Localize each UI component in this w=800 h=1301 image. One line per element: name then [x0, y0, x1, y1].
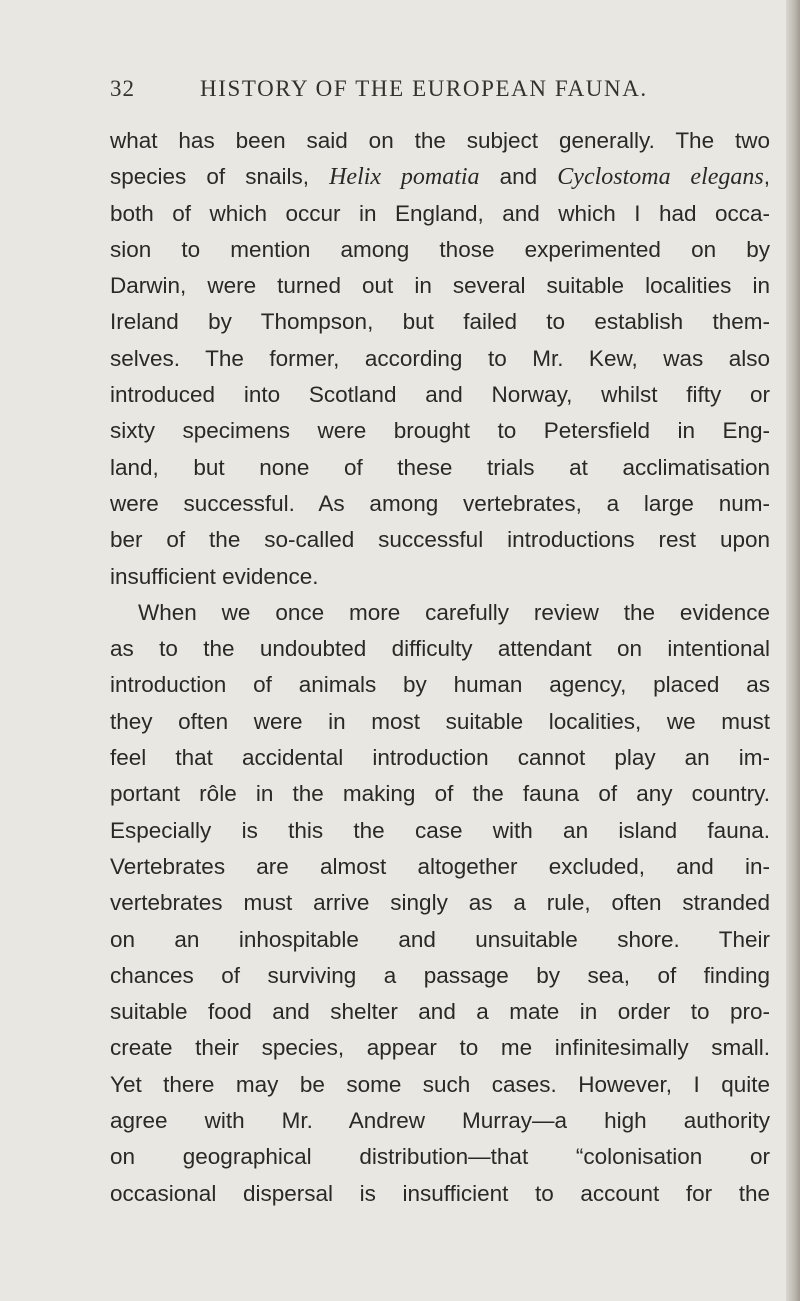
text-line: [110, 1030, 770, 1066]
text-line: [110, 885, 770, 921]
page-edge-shadow: [786, 0, 800, 1301]
text-run: on an inhospitable and unsuitable shore. Their: [110, 926, 770, 952]
text-run: what has been said on the subject generally. The two: [110, 128, 770, 153]
text-line: [110, 849, 770, 885]
text-line: [110, 1103, 770, 1139]
text-run: Especially is this the case with an island fauna.: [110, 817, 770, 843]
text-run: ,: [763, 164, 771, 190]
text-line: [110, 994, 770, 1030]
text-line: [110, 123, 770, 159]
text-run: land, but none of these trials at acclimatisation: [110, 454, 770, 480]
text-run: both of which occur in England, and which I had occa-: [110, 200, 770, 226]
species-name-italic: Helix pomatia: [329, 164, 480, 191]
text-line: [110, 595, 770, 631]
text-line: [110, 1067, 770, 1103]
text-run: Darwin, were turned out in several suitable localities in: [110, 273, 770, 299]
running-title: HISTORY OF THE EUROPEAN FAUNA.: [200, 76, 648, 101]
text-line: [110, 740, 770, 776]
text-line: [110, 667, 770, 703]
text-run: portant rôle in the making of the fauna of any country.: [110, 781, 770, 807]
text-run: vertebrates must arrive singly as a rule, often stranded: [110, 890, 770, 916]
text-line: [110, 776, 770, 812]
text-line: [110, 196, 770, 232]
text-run: they often were in most suitable localities, we must: [110, 708, 770, 734]
text-run: suitable food and shelter and a mate in order to pro-: [110, 999, 770, 1025]
text-run: ber of the so-called successful introductions rest upon: [110, 527, 770, 553]
text-line: [110, 450, 770, 486]
text-run: species of snails,: [110, 164, 330, 190]
text-run: create their species, appear to me infinitesimally small.: [110, 1035, 770, 1061]
text-run: Yet there may be some such cases. However, I quite: [110, 1071, 770, 1097]
text-run: sion to mention among those experimented on by: [110, 236, 770, 262]
text-line: [110, 559, 770, 595]
text-run: Vertebrates are almost altogether excluded, and in-: [110, 853, 770, 879]
text-run: insufficient evidence.: [110, 563, 319, 589]
running-head: [110, 76, 670, 116]
text-run: feel that accidental introduction cannot play an im-: [110, 745, 770, 771]
text-line: [110, 341, 770, 377]
text-run: introduction of animals by human agency, placed as: [110, 672, 770, 698]
text-run: sixty specimens were brought to Petersfield in Eng-: [110, 418, 770, 444]
body-text: [110, 123, 770, 1212]
text-line: [110, 268, 770, 304]
species-name-italic: Cyclostoma elegans: [557, 164, 764, 191]
text-line: [110, 631, 770, 667]
text-run: chances of surviving a passage by sea, of finding: [110, 962, 770, 988]
text-line: [110, 522, 770, 558]
text-line: [110, 1139, 770, 1175]
text-line: [110, 232, 770, 268]
text-line: [110, 813, 770, 849]
text-line: [110, 413, 770, 449]
text-line: [110, 958, 770, 994]
text-run: introduced into Scotland and Norway, whilst fifty or: [110, 382, 770, 408]
text-line: [110, 1176, 770, 1212]
text-run: and: [479, 164, 558, 190]
text-run: were successful. As among vertebrates, a large num-: [110, 490, 770, 516]
text-run: When we once more carefully review the evidence: [138, 599, 770, 625]
text-line: [110, 159, 770, 195]
text-run: agree with Mr. Andrew Murray—a high authority: [110, 1108, 770, 1134]
text-run: as to the undoubted difficulty attendant on intentional: [110, 636, 770, 662]
text-line: [110, 304, 770, 340]
text-line: [110, 704, 770, 740]
text-line: [110, 922, 770, 958]
text-line: [110, 377, 770, 413]
text-run: on geographical distribution—that “colonisation or: [110, 1144, 770, 1170]
text-run: Ireland by Thompson, but failed to establish them-: [110, 309, 770, 335]
page-number: 32: [110, 76, 135, 101]
text-run: selves. The former, according to Mr. Kew, was also: [110, 345, 770, 371]
text-line: [110, 486, 770, 522]
text-run: occasional dispersal is insufficient to account for the: [110, 1180, 770, 1206]
